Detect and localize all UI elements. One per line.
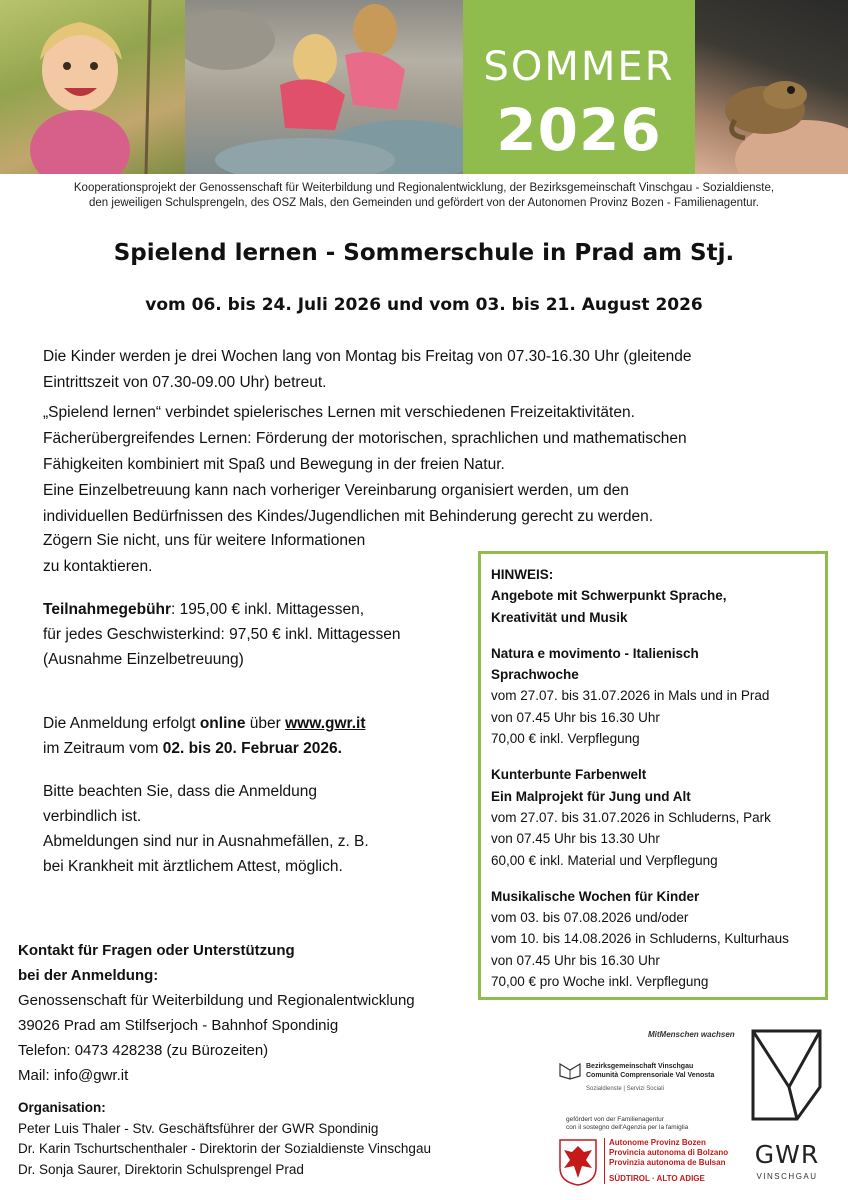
contact-address: 39026 Prad am Stilfserjoch - Bahnhof Spondinig [18,1017,339,1034]
fee-sibling: für jedes Geschwisterkind: 97,50 € inkl. Mittagessen [43,626,401,643]
registration-online: online [199,715,246,732]
intro-paragraph-2 [43,400,823,530]
prov-line: Provincia autonoma di Bolzano [609,1148,729,1157]
intro-line: Fächerübergreifendes Lernen: Förderung der motorischen, sprachlichen und mathematischen [43,430,687,447]
eagle-shield-icon [558,1138,598,1186]
intro-line: Zögern Sie nicht, uns für weitere Informationen [43,532,366,549]
gwr-name: GWR [754,1140,820,1169]
offer-title: Ein Malprojekt für Jung und Alt [491,788,691,804]
registration-line-1 [43,711,473,736]
contact-mail: Mail: info@gwr.it [18,1067,129,1084]
offer-detail: vom 27.07. bis 31.07.2026 in Mals und in Prad [491,688,770,704]
registration-line-2 [43,736,473,761]
bzg-sub: Sozialdienste | Servizi Sociali [586,1086,664,1092]
registration-text: Die Anmeldung erfolgt [43,715,200,732]
offer-detail: 70,00 € inkl. Verpflegung [491,731,640,747]
logos-area [540,1022,848,1200]
intro-line: „Spielend lernen“ verbindet spielerisches Lernen mit verschiedenen Freizeitaktivitäten. [43,404,635,421]
familienagentur-note [566,1116,746,1131]
date-range: vom 06. bis 24. Juli 2026 und vom 03. bis 21. August 2026 [145,295,703,315]
page-title: Spielend lernen - Sommerschule in Prad am Stj. [113,240,735,266]
contact-org: Genossenschaft für Weiterbildung und Regionalentwicklung [18,992,415,1009]
fam-line: con il sostegno dell'Agenzia per la famiglia [566,1123,689,1131]
photo-girl-swing [0,0,185,174]
intro-paragraph-1 [43,344,823,396]
prov-line: Autonome Provinz Bozen [609,1138,706,1147]
cooperation-line-2: den jeweiligen Schulsprengeln, des OSZ Mals, den Gemeinden und gefördert von der Autonomen Provinz Bozen - Familienagentur. [89,197,759,209]
intro-line: Die Kinder werden je drei Wochen lang von Montag bis Freitag von 07.30-16.30 Uhr (gleitende [43,348,692,365]
hint-subtitle: Kreativität und Musik [491,609,628,625]
registration-text: über [245,715,286,732]
intro-line: Eintrittszeit von 07.30-09.00 Uhr) betreut. [43,374,327,391]
cooperation-note [10,181,838,211]
offer-title: Musikalische Wochen für Kinder [491,888,700,904]
gwr-logo-icon [749,1027,824,1123]
photo-children-stream [185,0,463,174]
offer-detail: vom 10. bis 14.08.2026 in Schluderns, Kulturhaus [491,931,789,947]
offer-detail: 70,00 € pro Woche inkl. Verpflegung [491,974,709,990]
cancellation-section [43,779,473,879]
cooperation-line-1: Kooperationsprojekt der Genossenschaft für Weiterbildung und Regionalentwicklung, der Bezirksgemeinschaft Vinschgau - Sozialdienste, [73,182,775,194]
cancellation-line: verbindlich ist. [43,808,142,825]
photo-frog-hand [695,0,848,174]
hint-label: HINWEIS: [491,567,554,582]
bezirksgemeinschaft-icon [558,1060,582,1080]
fee-exception: (Ausnahme Einzelbetreuung) [43,651,244,668]
hint-subtitle: Angebote mit Schwerpunkt Sprache, [491,588,727,604]
registration-text: im Zeitraum vom [43,740,163,757]
organisation-person: Dr. Karin Tschurtschenthaler - Direktorin der Sozialdienste Vinschgau [18,1141,431,1156]
offer-title: Kunterbunte Farbenwelt [491,767,647,783]
intro-line: Eine Einzelbetreuung kann nach vorheriger Vereinbarung organisiert werden, um den [43,482,629,499]
offer-title: Sprachwoche [491,667,579,683]
organisation-section [18,1098,498,1180]
header-banner [0,0,848,174]
prov-line: Provinzia autonoma de Bulsan [609,1158,726,1167]
offer-detail: vom 27.07. bis 31.07.2026 in Schluderns, Park [491,809,771,825]
fee-value: : 195,00 € inkl. Mittagessen, [171,601,365,618]
offer-detail: von 07.45 Uhr bis 13.30 Uhr [491,831,660,847]
intro-line: zu kontaktieren. [43,558,153,575]
fees-section [43,597,473,672]
organisation-person: Peter Luis Thaler - Stv. Geschäftsführer der GWR Spondinig [18,1120,379,1136]
sommer-word: SOMMER [483,44,675,90]
bzg-name-it: Comunità Comprensoriale Val Venosta [586,1072,715,1079]
contact-phone: Telefon: 0473 428238 (zu Bürozeiten) [18,1042,269,1059]
organisation-person: Dr. Sonja Saurer, Direktorin Schulsprengel Prad [18,1161,304,1177]
offer-title: Natura e movimento - Italienisch [491,645,699,661]
registration-section [43,711,473,761]
mitmenschen-slogan: MitMenschen wachsen [648,1030,735,1039]
bzg-name-de: Bezirksgemeinschaft Vinschgau [586,1063,694,1070]
fee-line [43,597,473,622]
contact-section [18,938,478,1088]
contact-heading: Kontakt für Fragen oder Unterstützung [18,942,295,959]
cancellation-line: Abmeldungen sind nur in Ausnahmefällen, z. B. [43,833,369,850]
offer-detail: von 07.45 Uhr bis 16.30 Uhr [491,952,660,968]
fam-line: gefördert von der Familienagentur [566,1116,664,1123]
intro-paragraph-3 [43,528,463,580]
cancellation-line: Bitte beachten Sie, dass die Anmeldung [43,783,318,800]
hint-box [478,551,828,1000]
sommer-year: 2026 [496,96,662,164]
sommer-banner [463,0,695,174]
intro-line: individuellen Bedürfnissen des Kindes/Jugendlichen mit Behinderung gerecht zu werden. [43,508,654,525]
registration-link[interactable]: www.gwr.it [285,715,366,732]
offer-detail: von 07.45 Uhr bis 16.30 Uhr [491,709,660,725]
fee-label: Teilnahmegebühr [43,601,172,618]
offer-detail: 60,00 € inkl. Material und Verpflegung [491,852,718,868]
registration-period: 02. bis 20. Februar 2026. [162,740,342,757]
gwr-sub: VINSCHGAU [756,1172,818,1181]
prov-line: SÜDTIROL · ALTO ADIGE [609,1174,705,1183]
cancellation-line: bei Krankheit mit ärztlichem Attest, möglich. [43,858,343,875]
offer-detail: vom 03. bis 07.08.2026 und/oder [491,910,689,926]
intro-line: Fähigkeiten kombiniert mit Spaß und Bewegung in der freien Natur. [43,456,505,473]
contact-heading: bei der Anmeldung: [18,967,159,984]
organisation-heading: Organisation: [18,1100,106,1115]
